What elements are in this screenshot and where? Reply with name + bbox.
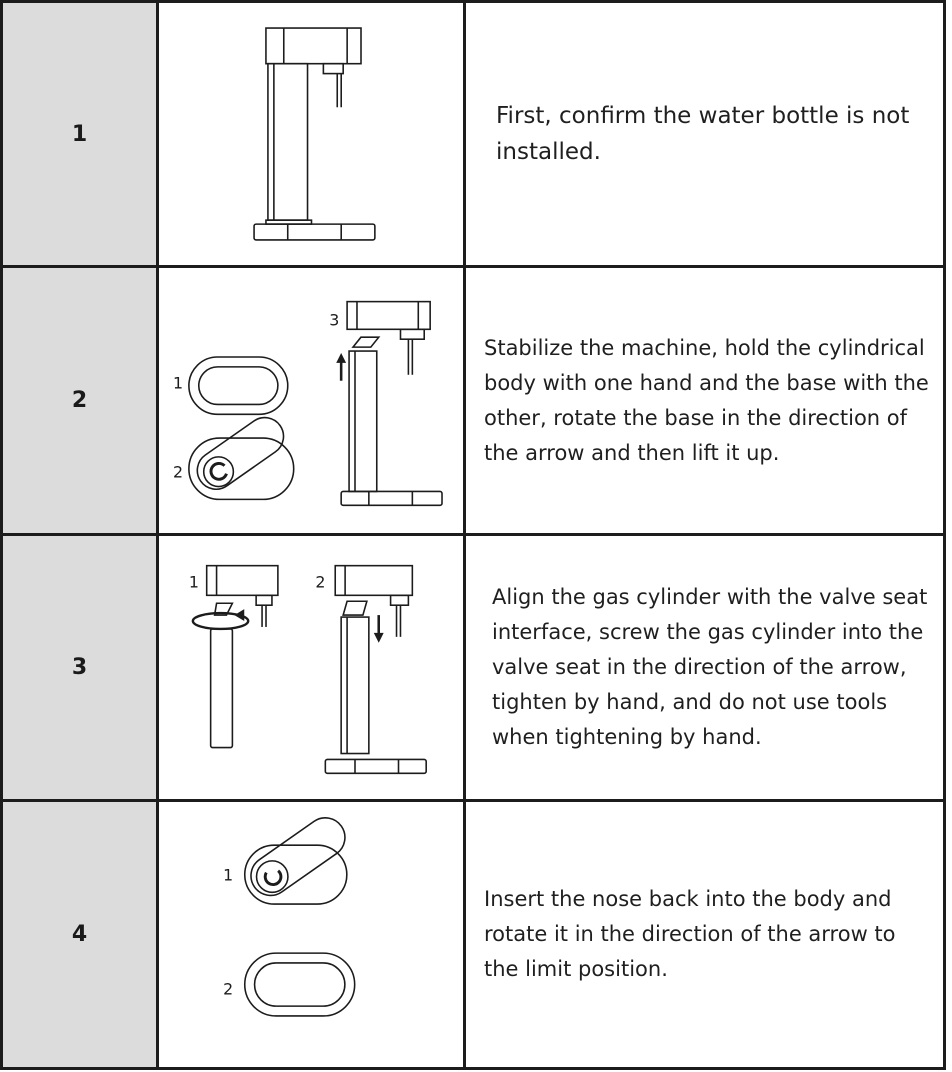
rotate-nose-icon [159, 802, 463, 1067]
step-row-1 [3, 3, 943, 265]
svg-text:1: 1 [223, 865, 234, 885]
step-description: First, confirm the water bottle is not installed. [496, 103, 910, 165]
svg-text:2: 2 [315, 572, 326, 592]
step-number: 4 [3, 802, 159, 1067]
install-gas-cylinder-icon [159, 536, 463, 799]
step-illustration [159, 536, 466, 799]
step-description: Align the gas cylinder with the valve seat interface, screw the gas cylinder into the valve seat in the direction of the arrow, tighten by hand, and do not use tools when tightening by hand. [492, 585, 928, 749]
svg-text:2: 2 [173, 462, 184, 482]
step-description: Stabilize the machine, hold the cylindrical body with one hand and the base with the other, rotate the base in the direction of the arrow and then lift it up. [484, 335, 929, 465]
step-number: 2 [3, 268, 159, 533]
step-number: 1 [3, 3, 159, 265]
step-illustration [159, 268, 466, 533]
svg-text:1: 1 [188, 572, 199, 592]
step-row-2 [3, 265, 943, 533]
svg-text:2: 2 [223, 979, 234, 999]
step-description: Insert the nose back into the body and rotate it in the direction of the arrow to the limit position. [484, 887, 896, 981]
soda-machine-icon [159, 3, 463, 265]
step-illustration [159, 3, 466, 265]
step-illustration [159, 802, 466, 1067]
svg-text:1: 1 [173, 373, 184, 393]
step-row-4 [3, 799, 943, 1067]
step-row-3 [3, 533, 943, 799]
rotate-base-icon [159, 268, 463, 533]
step-number: 3 [3, 536, 159, 799]
svg-text:3: 3 [329, 310, 340, 330]
